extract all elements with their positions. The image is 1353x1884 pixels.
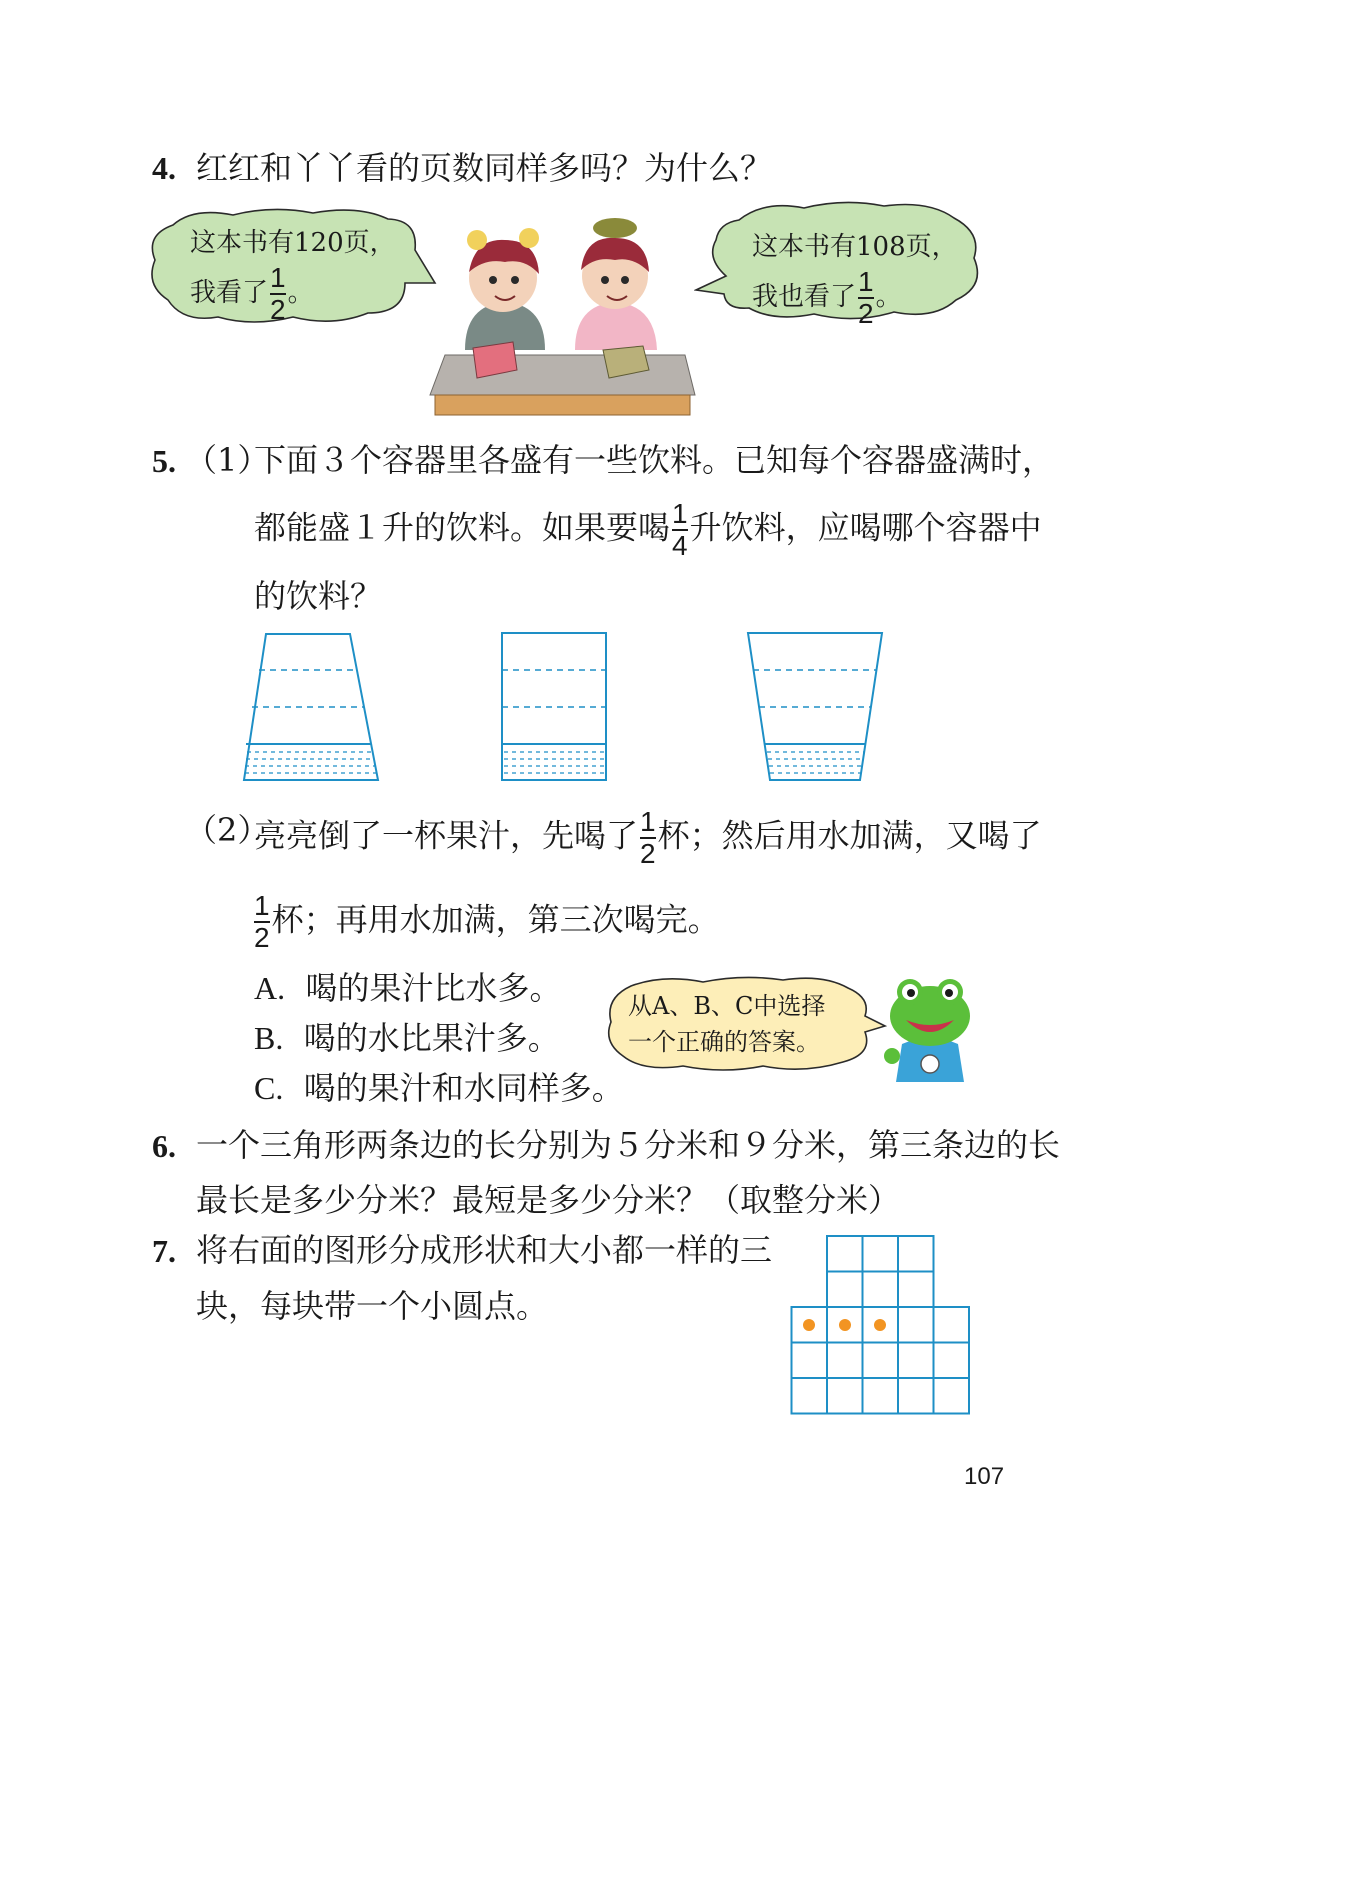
frac-denominator: 4 (672, 530, 688, 561)
q5-part2-line2 (252, 892, 720, 952)
q6-line2: 最长是多少分米？最短是多少分米？（取整分米） (196, 1181, 901, 1219)
container-narrow-bottom (748, 633, 882, 780)
hint-line1: 从A、B、C中选择 (628, 992, 826, 1020)
frac-denominator: 2 (640, 838, 656, 869)
frac-denominator: 2 (270, 294, 286, 325)
frac-numerator: 1 (640, 806, 656, 837)
q6-line1: 一个三角形两条边的长分别为５分米和９分米，第三条边的长 (196, 1126, 1061, 1164)
girls-reading-illustration (425, 210, 700, 425)
container-rectangular (502, 633, 606, 780)
q5-number: 5. (152, 443, 176, 479)
grid-dot-1 (803, 1319, 815, 1331)
hint-line2: 一个正确的答案。 (628, 1028, 820, 1056)
frac-numerator: 1 (254, 890, 270, 921)
page-number: 107 (964, 1463, 1005, 1490)
left-bubble-pre: 我看了 (190, 278, 269, 308)
right-bubble-line1: 这本书有108页， (752, 232, 958, 262)
one-half-fraction-1 (640, 808, 656, 868)
choice-c-letter: C. (254, 1070, 284, 1106)
right-bubble-post: 。 (875, 282, 902, 312)
choice-c-text: 喝的果汁和水同样多。 (303, 1069, 624, 1107)
left-bubble-line1: 这本书有120页， (190, 228, 396, 258)
left-bubble-post: 。 (287, 278, 314, 308)
choice-a-letter: A. (254, 970, 286, 1006)
q5-part1-line3: 的饮料？ (254, 577, 383, 615)
left-bubble-fraction (270, 264, 286, 324)
right-bubble-line2 (752, 268, 958, 328)
q5-part1-line2-post: 升饮料，应喝哪个容器中 (689, 508, 1042, 547)
frac-numerator: 1 (858, 266, 874, 297)
frac-numerator: 1 (270, 262, 286, 293)
container-wide-bottom (244, 634, 378, 780)
choice-b (254, 1018, 560, 1058)
frac-denominator: 2 (254, 922, 270, 953)
choice-b-letter: B. (254, 1020, 284, 1056)
frac-denominator: 2 (858, 298, 874, 329)
q7-line2: 块，每块带一个小圆点。 (196, 1287, 549, 1325)
frog-mascot (880, 972, 980, 1087)
q5-part1-line1: 下面３个容器里各盛有一些饮料。已知每个容器盛满时， (254, 441, 1055, 479)
one-half-fraction-2 (254, 892, 270, 952)
q5-part1-line2 (254, 500, 1042, 560)
q5-part1-label: （1） (185, 441, 270, 479)
q7-line1: 将右面的图形分成形状和大小都一样的三 (196, 1231, 773, 1269)
hint-text (628, 988, 825, 1060)
q4-number: 4. (152, 150, 176, 186)
right-bubble-text (752, 226, 958, 328)
q5-part2-line2-post: 杯；再用水加满，第三次喝完。 (271, 900, 720, 939)
q6-number: 6. (152, 1128, 176, 1164)
choice-a-text: 喝的果汁比水多。 (305, 969, 562, 1007)
q5-part2-line1 (254, 808, 1042, 868)
choice-a (254, 968, 561, 1008)
containers-figure (240, 628, 890, 786)
grid-dot-3 (874, 1319, 886, 1331)
right-bubble-fraction (858, 268, 874, 328)
q5-part2-line1-post: 杯；然后用水加满，又喝了 (657, 816, 1042, 855)
left-bubble-text (190, 222, 396, 324)
grid-figure (789, 1234, 973, 1416)
q5-part2-label: （2） (185, 811, 270, 849)
choice-c (254, 1068, 624, 1108)
frac-numerator: 1 (672, 498, 688, 529)
grid-dot-2 (839, 1319, 851, 1331)
q4-text: 红红和丫丫看的页数同样多吗？为什么？ (196, 149, 773, 187)
right-bubble-pre: 我也看了 (752, 282, 857, 312)
q5-part2-line1-pre: 亮亮倒了一杯果汁，先喝了 (254, 816, 639, 855)
one-quarter-fraction (672, 500, 688, 560)
choice-b-text: 喝的水比果汁多。 (303, 1019, 560, 1057)
left-bubble-line2 (190, 264, 396, 324)
q7-number: 7. (152, 1233, 176, 1269)
q5-part1-line2-pre: 都能盛１升的饮料。如果要喝 (254, 508, 671, 547)
